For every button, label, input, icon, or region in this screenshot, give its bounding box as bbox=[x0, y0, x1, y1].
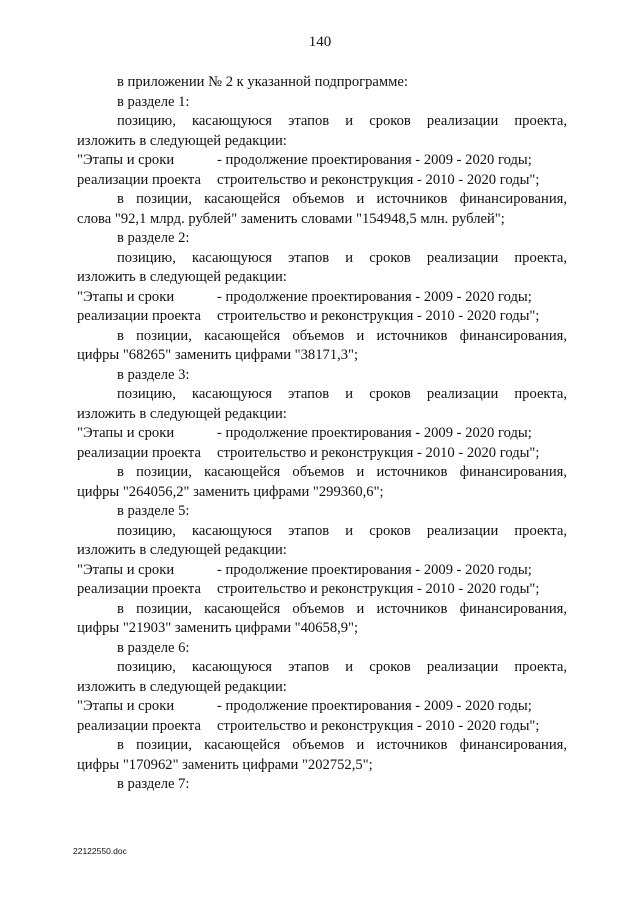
paragraph-line: цифры "21903" заменить цифрами "40658,9"; bbox=[77, 620, 359, 636]
table-cell-value: строительство и реконструкция - 2010 - 2020 годы"; bbox=[217, 444, 540, 461]
paragraph-line: изложить в следующей редакции: bbox=[77, 405, 287, 422]
table-cell-value: строительство и реконструкция - 2010 - 2020 годы"; bbox=[217, 581, 540, 597]
table-row bbox=[77, 717, 567, 737]
table-cell-label: "Этапы и сроки bbox=[77, 698, 175, 714]
table-row bbox=[77, 307, 567, 327]
table-row bbox=[77, 444, 567, 464]
paragraph-line: позицию, касающуюся этапов и сроков реализации проекта, bbox=[117, 249, 567, 266]
paragraph-line: цифры "264056,2" заменить цифрами "299360,6"; bbox=[77, 483, 384, 500]
section-line: в разделе 6: bbox=[117, 639, 190, 656]
paragraph-line: цифры "68265" заменить цифрами "38171,3"; bbox=[77, 347, 359, 363]
paragraph-line: в позиции, касающейся объемов и источников финансирования, bbox=[117, 191, 567, 207]
table-cell-label: "Этапы и сроки bbox=[77, 152, 175, 168]
paragraph-line: в позиции, касающейся объемов и источников финансирования, bbox=[117, 464, 567, 480]
document-filename: 22122550.doc bbox=[73, 846, 127, 856]
table-cell-value: - продолжение проектирования - 2009 - 2020 годы; bbox=[217, 288, 532, 305]
section-line: в разделе 3: bbox=[117, 366, 190, 383]
paragraph-line: в позиции, касающейся объемов и источников финансирования, bbox=[117, 600, 567, 617]
table-row bbox=[77, 697, 567, 717]
paragraph-line: в позиции, касающейся объемов и источников финансирования, bbox=[117, 737, 567, 753]
paragraph-line: позицию, касающуюся этапов и сроков реализации проекта, bbox=[117, 113, 567, 129]
table-cell-label: реализации проекта bbox=[77, 581, 201, 597]
table-row bbox=[77, 424, 567, 444]
table-row bbox=[77, 151, 567, 171]
paragraph-line: в позиции, касающейся объемов и источников финансирования, bbox=[117, 327, 567, 344]
table-cell-value: строительство и реконструкция - 2010 - 2020 годы"; bbox=[217, 171, 540, 188]
table-cell-label: реализации проекта bbox=[77, 717, 201, 734]
table-cell-label: реализации проекта bbox=[77, 444, 201, 461]
section-line: в разделе 7: bbox=[117, 776, 190, 792]
table-cell-value: - продолжение проектирования - 2009 - 2020 годы; bbox=[217, 698, 532, 714]
document-body bbox=[77, 73, 567, 795]
table-row bbox=[77, 288, 567, 308]
table-cell-label: "Этапы и сроки bbox=[77, 288, 175, 305]
paragraph-line: слова "92,1 млрд. рублей" заменить словами "154948,5 млн. рублей"; bbox=[77, 210, 505, 227]
paragraph-line: позицию, касающуюся этапов и сроков реализации проекта, bbox=[117, 386, 567, 402]
table-cell-value: - продолжение проектирования - 2009 - 2020 годы; bbox=[217, 561, 532, 578]
section-line: в разделе 2: bbox=[117, 230, 190, 246]
table-row bbox=[77, 171, 567, 191]
paragraph-line: цифры "170962" заменить цифрами "202752,5"; bbox=[77, 756, 373, 773]
table-row bbox=[77, 561, 567, 581]
paragraph-line: изложить в следующей редакции: bbox=[77, 269, 287, 285]
table-cell-label: "Этапы и сроки bbox=[77, 561, 175, 578]
table-cell-label: реализации проекта bbox=[77, 171, 201, 188]
section-line: в разделе 1: bbox=[117, 93, 190, 110]
paragraph-line: позицию, касающуюся этапов и сроков реализации проекта, bbox=[117, 522, 567, 539]
table-cell-value: строительство и реконструкция - 2010 - 2020 годы"; bbox=[217, 308, 540, 324]
paragraph-line: изложить в следующей редакции: bbox=[77, 132, 287, 149]
table-cell-value: - продолжение проектирования - 2009 - 2020 годы; bbox=[217, 425, 532, 441]
table-cell-value: строительство и реконструкция - 2010 - 2020 годы"; bbox=[217, 717, 540, 734]
table-cell-value: - продолжение проектирования - 2009 - 2020 годы; bbox=[217, 152, 532, 168]
table-cell-label: реализации проекта bbox=[77, 308, 201, 324]
paragraph-line: позицию, касающуюся этапов и сроков реализации проекта, bbox=[117, 659, 567, 675]
table-row bbox=[77, 580, 567, 600]
paragraph-line: изложить в следующей редакции: bbox=[77, 678, 287, 695]
table-cell-label: "Этапы и сроки bbox=[77, 425, 175, 441]
paragraph-line: изложить в следующей редакции: bbox=[77, 542, 287, 558]
page-number: 140 bbox=[308, 34, 332, 50]
section-line: в приложении № 2 к указанной подпрограмме: bbox=[117, 74, 408, 90]
section-line: в разделе 5: bbox=[117, 503, 190, 519]
